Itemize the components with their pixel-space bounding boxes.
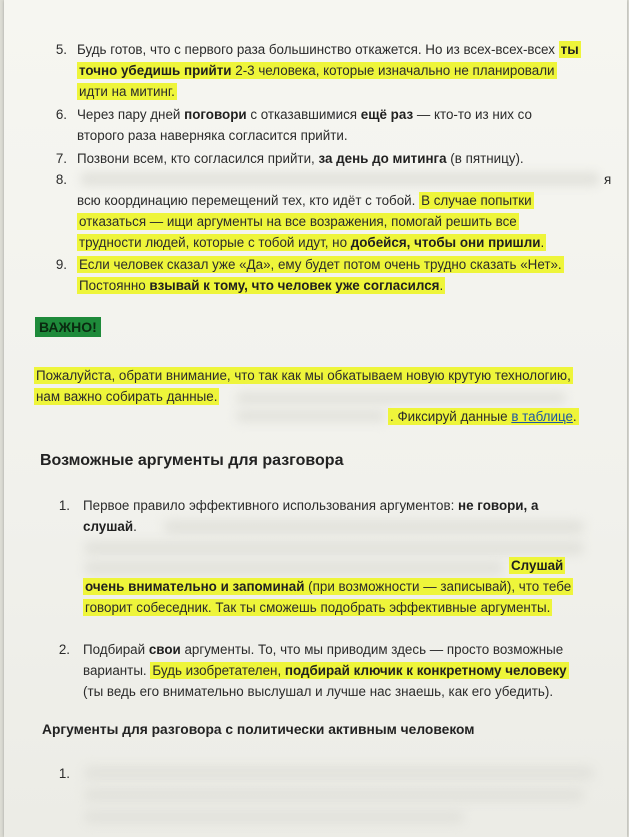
text: (в пятницу). xyxy=(446,151,524,166)
item-8-line-1-end: я xyxy=(604,172,612,187)
text: . xyxy=(572,409,577,424)
item-5-line-2 xyxy=(77,62,557,80)
bold-text: за день до митинга xyxy=(318,151,447,166)
redacted-text xyxy=(84,788,584,802)
item-5-line-3 xyxy=(77,83,177,101)
bold-text: не говори, а xyxy=(458,498,539,513)
highlight-text: Если человек сказал уже «Да», ему будет потом очень трудно сказать «Нет». xyxy=(79,257,562,272)
important-badge: ВАЖНО! xyxy=(35,317,101,337)
list-number: 5. xyxy=(55,42,67,57)
text: . xyxy=(133,519,137,534)
item-6-line-2: второго раза наверняка согласится прийти. xyxy=(77,128,348,143)
table-link[interactable]: в таблице xyxy=(511,409,573,424)
highlight-text: Будь изобретателен, xyxy=(152,663,285,678)
text: Будь готов, что с первого раза большинство откажется. Но из всех-всех-всех xyxy=(77,42,559,57)
item-6-line-1 xyxy=(77,106,532,124)
highlight-text: отказаться — ищи аргументы на все возражения, помогай решить все xyxy=(79,214,517,229)
document-page xyxy=(4,0,627,837)
item-8-line-2 xyxy=(77,192,534,210)
arg-1-line-2 xyxy=(83,518,137,536)
text: всю координацию перемещений тех, кто идёт с тобой. xyxy=(77,193,420,208)
highlight-text: В случае попытки xyxy=(421,193,532,208)
section-title: Возможные аргументы для разговора xyxy=(40,452,344,469)
important-line-1 xyxy=(34,367,573,385)
redacted-text xyxy=(236,392,566,404)
bold-text: поговори xyxy=(184,107,247,122)
highlight-text: ты xyxy=(560,42,579,57)
list-number: 1. xyxy=(58,766,70,781)
item-7-line-1 xyxy=(77,150,524,168)
bold-text: слушай xyxy=(83,519,134,534)
text: Позвони всем, кто согласился прийти, xyxy=(77,151,319,166)
list-number: 2. xyxy=(58,642,70,657)
text: варианты. xyxy=(83,663,151,678)
bold-text: подбирай ключик к конкретному человеку xyxy=(284,663,567,678)
highlight-text: идти на митинг. xyxy=(79,84,175,99)
item-8-line-3 xyxy=(77,213,519,231)
arg-1-line-1 xyxy=(83,497,538,515)
text: — кто-то из них со xyxy=(413,107,532,122)
bold-text: очень внимательно и запоминай xyxy=(85,579,305,594)
highlight-text: Постоянно xyxy=(79,278,150,293)
highlight-text: Пожалуйста, обрати внимание, что так как мы обкатываем новую крутую технологию, xyxy=(36,368,571,383)
arg-2-line-1 xyxy=(83,641,563,659)
text: . xyxy=(439,278,444,293)
list-number: 9. xyxy=(55,257,67,272)
important-line-3 xyxy=(388,408,579,426)
item-9-line-2 xyxy=(77,277,445,295)
list-number: 1. xyxy=(58,498,70,513)
text: Подбирай xyxy=(83,642,149,657)
bold-text: точно убедишь прийти xyxy=(79,63,232,78)
item-9-line-1 xyxy=(77,256,564,274)
redacted-text xyxy=(84,810,464,824)
text: аргументы. То, что мы приводим здесь — просто возможные xyxy=(180,642,564,657)
highlight-text: трудности людей, которые с тобой идут, но xyxy=(79,235,351,250)
text: Первое правило эффективного использования аргументов: xyxy=(83,498,459,513)
highlight-text: Слушай xyxy=(511,558,564,573)
highlight-text: нам важно собирать данные. xyxy=(36,389,218,404)
redacted-text xyxy=(164,520,584,534)
highlight-text: говорит собеседник. Так ты сможешь подобрать эффективные аргументы. xyxy=(85,600,551,615)
redacted-text xyxy=(80,172,600,186)
subsection-title: Аргументы для разговора с политически активным человеком xyxy=(42,722,475,737)
list-number: 7. xyxy=(55,151,67,166)
arg-1-line-3 xyxy=(509,557,565,575)
arg-2-line-3: (ты ведь его внимательно выслушал и лучше нас знаешь, как его убедить). xyxy=(83,684,554,699)
list-number: 6. xyxy=(55,107,67,122)
item-8-line-4 xyxy=(77,234,546,252)
bold-text: добейся, чтобы они пришли xyxy=(350,235,541,250)
redacted-text xyxy=(84,766,594,780)
bold-text: ещё раз xyxy=(360,107,414,122)
important-line-2 xyxy=(34,388,219,406)
redacted-text xyxy=(236,410,386,422)
highlight-text: (при возможности — записывай), что тебе xyxy=(304,579,572,594)
text: с отказавшимися xyxy=(246,107,361,122)
text: . xyxy=(540,235,545,250)
highlight-text: . Фиксируй данные xyxy=(390,409,512,424)
item-5-line-1 xyxy=(77,41,581,59)
highlight-text: 2-3 человека, которые изначально не планировали xyxy=(231,63,555,78)
arg-1-line-5 xyxy=(83,599,552,617)
redacted-text xyxy=(84,561,504,575)
list-number: 8. xyxy=(55,172,67,187)
redacted-text xyxy=(84,541,584,555)
bold-text: взывай к тому, что человек уже согласился xyxy=(149,278,440,293)
arg-2-line-2 xyxy=(83,662,569,680)
text: Через пару дней xyxy=(77,107,185,122)
arg-1-line-4 xyxy=(83,578,573,596)
bold-text: свои xyxy=(148,642,181,657)
